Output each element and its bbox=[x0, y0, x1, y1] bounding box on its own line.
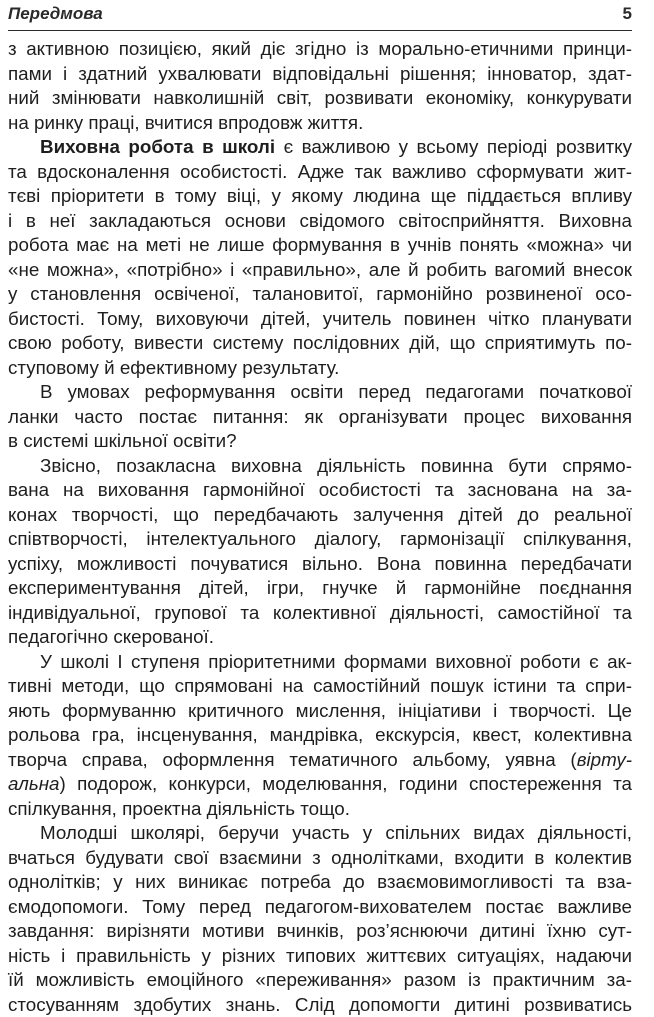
text-span: вчаться будувати свої взаємини з однолітками, входити в колектив bbox=[8, 847, 632, 868]
text-line bbox=[8, 748, 632, 773]
text-span: тивні методи, що спрямовані на самостійний пошук істини та спри- bbox=[8, 675, 632, 696]
running-header bbox=[8, 0, 632, 31]
text-span: робота має на меті не лише формування в учнів понять «можна» чи bbox=[8, 234, 632, 255]
text-span: спілкування, проектна діяльність тощо. bbox=[8, 798, 350, 819]
text-span: ний змінювати навколишній світ, розвивати економіку, конкурувати bbox=[8, 87, 632, 108]
text-span: педагогічно скерованої. bbox=[8, 626, 214, 647]
text-line bbox=[8, 968, 632, 993]
text-line bbox=[8, 135, 632, 160]
text-span: пами і здатний ухвалювати відповідальні рішення; інноватор, здат- bbox=[8, 63, 632, 84]
text-span: ) подорож, конкурси, моделювання, години спостереження та bbox=[59, 773, 632, 794]
text-line bbox=[8, 282, 632, 307]
text-span: на ринку праці, вчитися впродовж життя. bbox=[8, 112, 363, 133]
text-span: їй можливість емоційного «переживання» разом із практичним за- bbox=[8, 969, 632, 990]
text-line bbox=[8, 331, 632, 356]
text-span: і в неї закладаються основи свідомого світосприйняття. Виховна bbox=[8, 210, 632, 231]
text-line bbox=[8, 160, 632, 185]
text-line bbox=[8, 86, 632, 111]
text-line bbox=[8, 723, 632, 748]
text-span: та вдосконалення особистості. Адже так важливо сформувати жит- bbox=[8, 161, 632, 182]
text-line bbox=[8, 699, 632, 724]
text-line bbox=[8, 552, 632, 577]
text-line bbox=[8, 674, 632, 699]
text-span: ність і правильність у різних типових життєвих ситуаціях, надаючи bbox=[8, 945, 632, 966]
text-span: яють формуванню критичного мислення, ініціативи і творчості. Це bbox=[8, 700, 632, 721]
text-span: в системі шкільної освіти? bbox=[8, 430, 237, 451]
text-span: вана на виховання гармонійної особистості та заснована на за- bbox=[8, 479, 632, 500]
text-line bbox=[8, 821, 632, 846]
text-line bbox=[8, 944, 632, 969]
text-span: однолітків; у них виникає потреба до взаємовимогливості та вза- bbox=[8, 871, 632, 892]
text-line bbox=[8, 895, 632, 920]
page-number: 5 bbox=[623, 4, 632, 24]
text-line bbox=[8, 356, 632, 381]
text-span: конах творчості, що передбачають залучення дітей до реальної bbox=[8, 504, 632, 525]
text-span: свою роботу, вивести систему послідовних дій, що сприятимуть по- bbox=[8, 332, 632, 353]
text-span: успіху, можливості почуватися вільно. Вона повинна передбачати bbox=[8, 553, 632, 574]
text-line bbox=[8, 258, 632, 283]
text-line bbox=[8, 405, 632, 430]
text-span: рольова гра, інсценування, мандрівка, екскурсія, квест, колективна bbox=[8, 724, 632, 745]
text-span: «не можна», «потрібно» і «правильно», але й робить вагомий внесок bbox=[8, 259, 632, 280]
text-span: ступовому й ефективному результату. bbox=[8, 357, 339, 378]
text-span: тєві пріоритети в тому віці, у якому людина ще піддається впливу bbox=[8, 185, 632, 206]
text-span: Звісно, позакласна виховна діяльність повинна бути спрямо- bbox=[40, 455, 632, 476]
text-span: бистості. Тому, виховуючи дітей, учитель повинен чітко планувати bbox=[8, 308, 632, 329]
italic-text: вірту- bbox=[577, 749, 632, 770]
text-line bbox=[8, 233, 632, 258]
text-span: у становлення освіченої, талановитої, гармонійно розвиненої осо- bbox=[8, 283, 632, 304]
text-line bbox=[8, 503, 632, 528]
text-line bbox=[8, 772, 632, 797]
text-span: є важливою у всьому періоді розвитку bbox=[275, 136, 632, 157]
text-line bbox=[8, 601, 632, 626]
bold-text: Виховна робота в школі bbox=[40, 136, 275, 157]
text-line bbox=[8, 650, 632, 675]
text-line bbox=[8, 797, 632, 822]
text-line bbox=[8, 37, 632, 62]
text-span: творча справа, оформлення тематичного альбому, уявна ( bbox=[8, 749, 577, 770]
text-line bbox=[8, 870, 632, 895]
text-line bbox=[8, 111, 632, 136]
text-span: індивідуальної, групової та колективної діяльності, самостійної та bbox=[8, 602, 632, 623]
italic-text: альна bbox=[8, 773, 59, 794]
text-span: У школі І ступеня пріоритетними формами виховної роботи є ак- bbox=[40, 651, 632, 672]
section-title: Передмова bbox=[8, 4, 103, 24]
text-span: ємодопомоги. Тому перед педагогом-вихователем постає важливе bbox=[8, 896, 632, 917]
text-span: з активною позицією, який діє згідно із морально-етичними принци- bbox=[8, 38, 632, 59]
text-line bbox=[8, 527, 632, 552]
text-line bbox=[8, 846, 632, 871]
text-line bbox=[8, 576, 632, 601]
text-span: ланки часто постає питання: як організувати процес виховання bbox=[8, 406, 632, 427]
text-span: співтворчості, інтелектуального діалогу, гармонізації спілкування, bbox=[8, 528, 632, 549]
text-line bbox=[8, 62, 632, 87]
text-line bbox=[8, 429, 632, 454]
text-line bbox=[8, 993, 632, 1017]
body-text bbox=[8, 37, 632, 1017]
text-line bbox=[8, 478, 632, 503]
text-line bbox=[8, 209, 632, 234]
text-line bbox=[8, 919, 632, 944]
text-line bbox=[8, 307, 632, 332]
text-span: стосуванням здобутих знань. Слід допомогти дитині розвиватись bbox=[8, 994, 632, 1015]
text-line bbox=[8, 625, 632, 650]
text-span: завдання: вирізняти мотиви вчинків, роз’яснюючи дитині їхню сут- bbox=[8, 920, 632, 941]
text-span: Молодші школярі, беручи участь у спільних видах діяльності, bbox=[40, 822, 632, 843]
text-line bbox=[8, 184, 632, 209]
text-span: експериментування дітей, ігри, гнучке й гармонійне поєднання bbox=[8, 577, 632, 598]
text-line bbox=[8, 454, 632, 479]
text-span: В умовах реформування освіти перед педагогами початкової bbox=[40, 381, 632, 402]
text-line bbox=[8, 380, 632, 405]
